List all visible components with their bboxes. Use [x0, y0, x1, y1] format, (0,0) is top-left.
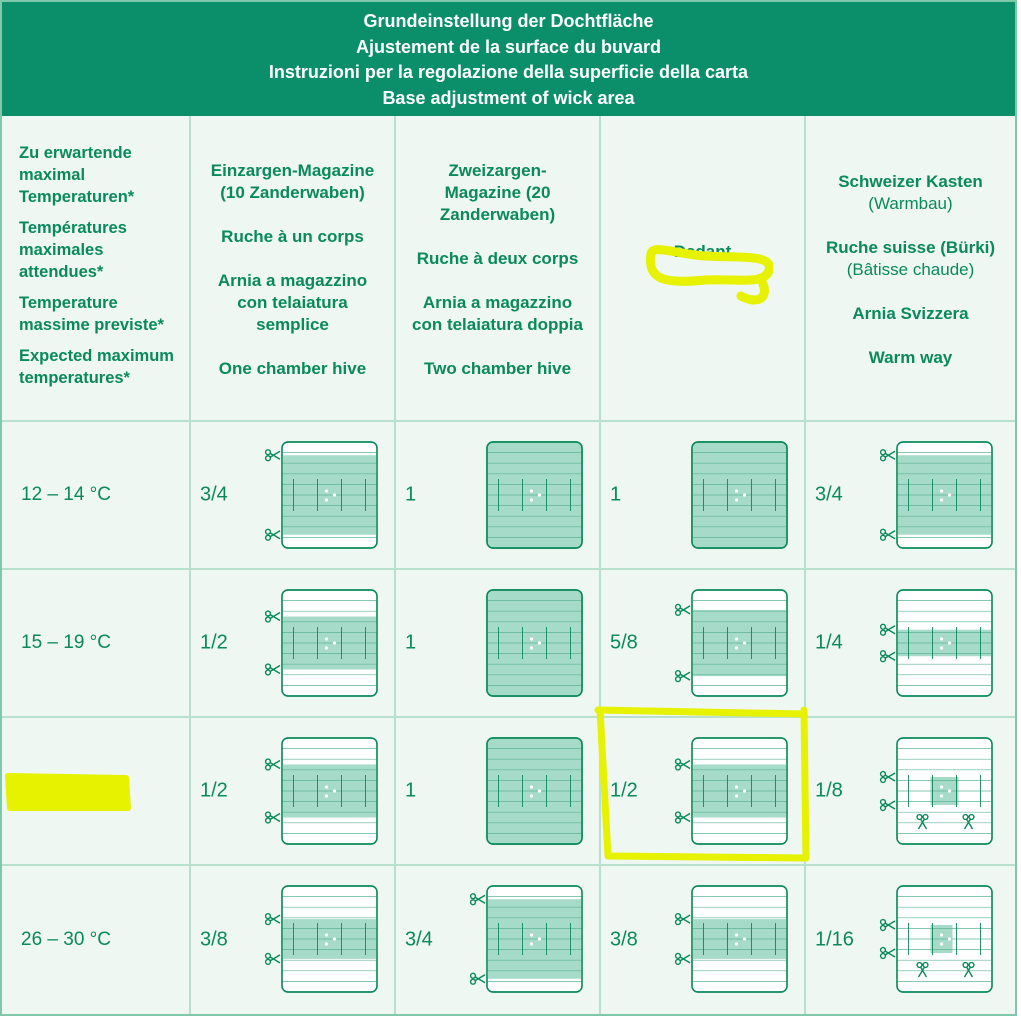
wick-pad	[264, 440, 378, 550]
scissors-icon	[266, 953, 280, 964]
temperature-range: 26 – 30 °C	[2, 866, 191, 1014]
wick-fraction: 5/8	[610, 631, 638, 654]
wick-pad	[469, 884, 583, 994]
scissors-icon	[676, 604, 690, 615]
wick-pad-icon	[264, 736, 378, 846]
wick-setting-cell	[601, 570, 806, 718]
scissors-icon	[266, 759, 280, 770]
wick-pad	[879, 736, 993, 846]
wick-pad	[264, 588, 378, 698]
scissors-icon	[471, 973, 485, 984]
hive-en: One chamber hive	[218, 359, 367, 378]
wick-fraction: 3/4	[405, 928, 433, 951]
wick-pad-icon	[469, 588, 583, 698]
wick-pad-icon	[469, 884, 583, 994]
scissors-icon	[266, 450, 280, 461]
scissors-icon	[881, 948, 895, 959]
wick-setting-cell	[806, 866, 1015, 1014]
scissors-icon	[266, 812, 280, 823]
wick-fraction: 1	[405, 631, 417, 654]
wick-pad	[264, 884, 378, 994]
wick-pad-icon	[674, 440, 788, 550]
hive-it: Arnia Svizzera	[852, 304, 969, 323]
temperature-range: 12 – 14 °C	[2, 422, 191, 570]
hive-en: Two chamber hive	[423, 359, 572, 378]
wick-pad	[879, 884, 993, 994]
hive-fr: Ruche à un corps	[221, 227, 364, 246]
wick-pad	[879, 440, 993, 550]
wick-pad	[674, 884, 788, 994]
scissors-icon	[266, 664, 280, 675]
scissors-icon	[676, 914, 690, 925]
wick-table	[2, 116, 1015, 1014]
wick-setting-cell	[396, 570, 601, 718]
scissors-icon	[881, 529, 895, 540]
hive-header-one-chamber	[191, 116, 396, 422]
wick-pad-icon	[674, 588, 788, 698]
hive-header-two-chamber	[396, 116, 601, 422]
wick-fraction: 1/2	[200, 631, 228, 654]
wick-setting-cell	[191, 422, 396, 570]
scissors-icon	[881, 800, 895, 811]
wick-pad	[469, 588, 583, 698]
wick-pad	[674, 440, 788, 550]
wick-pad-icon	[264, 884, 378, 994]
wick-pad-icon	[674, 884, 788, 994]
scissors-icon	[266, 914, 280, 925]
wick-pad-icon	[469, 440, 583, 550]
hive-fr-block	[826, 237, 995, 281]
wick-fraction: 3/4	[200, 483, 228, 506]
hive-title: Zweizargen-Magazine (20 Zanderwaben)	[439, 161, 556, 224]
scissors-icon	[881, 772, 895, 783]
wick-setting-cell	[191, 866, 396, 1014]
scissors-icon	[266, 611, 280, 622]
wick-setting-cell	[806, 570, 1015, 718]
hive-title-sub: (Warmbau)	[868, 194, 953, 213]
wick-fraction: 3/8	[610, 928, 638, 951]
hive-fr-sub: (Bâtisse chaude)	[846, 260, 975, 279]
wick-pad	[674, 588, 788, 698]
wick-setting-cell	[806, 422, 1015, 570]
wick-pad	[879, 588, 993, 698]
wick-pad	[469, 736, 583, 846]
wick-pad-icon	[264, 588, 378, 698]
scissors-icon	[676, 953, 690, 964]
wick-fraction: 1/4	[815, 631, 843, 654]
wick-fraction: 3/8	[200, 928, 228, 951]
temp-column-header	[2, 116, 191, 422]
title-line-en: Base adjustment of wick area	[382, 87, 635, 108]
hive-title: Einzargen-Magazine (10 Zanderwaben)	[210, 161, 375, 202]
temperature-range: 15 – 19 °C	[2, 570, 191, 718]
temp-header-en: Expected maximum temperatures*	[19, 347, 174, 387]
wick-fraction: 3/4	[815, 483, 843, 506]
wick-setting-cell	[396, 718, 601, 866]
wick-fraction: 1	[610, 483, 622, 506]
wick-fraction: 1/2	[610, 779, 638, 802]
page-title	[2, 2, 1015, 116]
wick-setting-cell	[806, 718, 1015, 866]
temp-header-it: Temperature massime previste*	[19, 294, 164, 334]
hive-fr: Ruche à deux corps	[416, 249, 579, 268]
hive-en: Warm way	[868, 348, 953, 367]
wick-pad-icon	[469, 736, 583, 846]
wick-fraction: 1	[405, 779, 417, 802]
wick-pad	[264, 736, 378, 846]
wick-setting-cell	[396, 866, 601, 1014]
wick-setting-cell	[601, 422, 806, 570]
scissors-icon	[266, 529, 280, 540]
wick-pad-icon	[879, 440, 993, 550]
wick-setting-cell	[191, 570, 396, 718]
hive-fr: Ruche suisse (Bürki)	[825, 238, 996, 257]
scissors-icon	[881, 624, 895, 635]
wick-pad-icon	[264, 440, 378, 550]
wick-fraction: 1/8	[815, 779, 843, 802]
hive-it: Arnia a magazzino con telaiatura doppia	[412, 293, 583, 334]
wick-pad-icon	[879, 588, 993, 698]
title-line-fr: Ajustement de la surface du buvard	[355, 36, 662, 57]
wick-pad-icon	[879, 736, 993, 846]
scissors-icon	[881, 651, 895, 662]
highlighter-mark	[2, 766, 132, 818]
scissors-icon	[881, 920, 895, 931]
wick-setting-cell	[396, 422, 601, 570]
wick-fraction: 1/2	[200, 779, 228, 802]
wick-pad-icon	[879, 884, 993, 994]
scissors-icon	[881, 450, 895, 461]
title-line-it: Instruzioni per la regolazione della superficie della carta	[268, 62, 749, 82]
hive-it: Arnia a magazzino con telaiatura semplice	[217, 271, 368, 334]
highlighter-mark	[645, 240, 773, 308]
scissors-icon	[676, 671, 690, 682]
highlighter-mark	[590, 702, 812, 866]
hive-header-swiss	[806, 116, 1015, 422]
wick-fraction: 1	[405, 483, 417, 506]
wick-setting-cell	[601, 866, 806, 1014]
temp-header-de: Zu erwartende maximal Temperaturen*	[19, 144, 135, 206]
wick-setting-cell	[191, 718, 396, 866]
temp-header-fr: Températures maximales attendues*	[19, 219, 127, 281]
hive-title: Schweizer Kasten	[838, 172, 983, 191]
wick-fraction: 1/16	[815, 928, 854, 951]
scissors-icon	[471, 894, 485, 905]
title-line-de: Grundeinstellung der Dochtfläche	[363, 11, 654, 31]
wick-pad	[469, 440, 583, 550]
hive-title-block	[838, 171, 983, 215]
hive-title-dadant: Dadant	[673, 242, 732, 261]
